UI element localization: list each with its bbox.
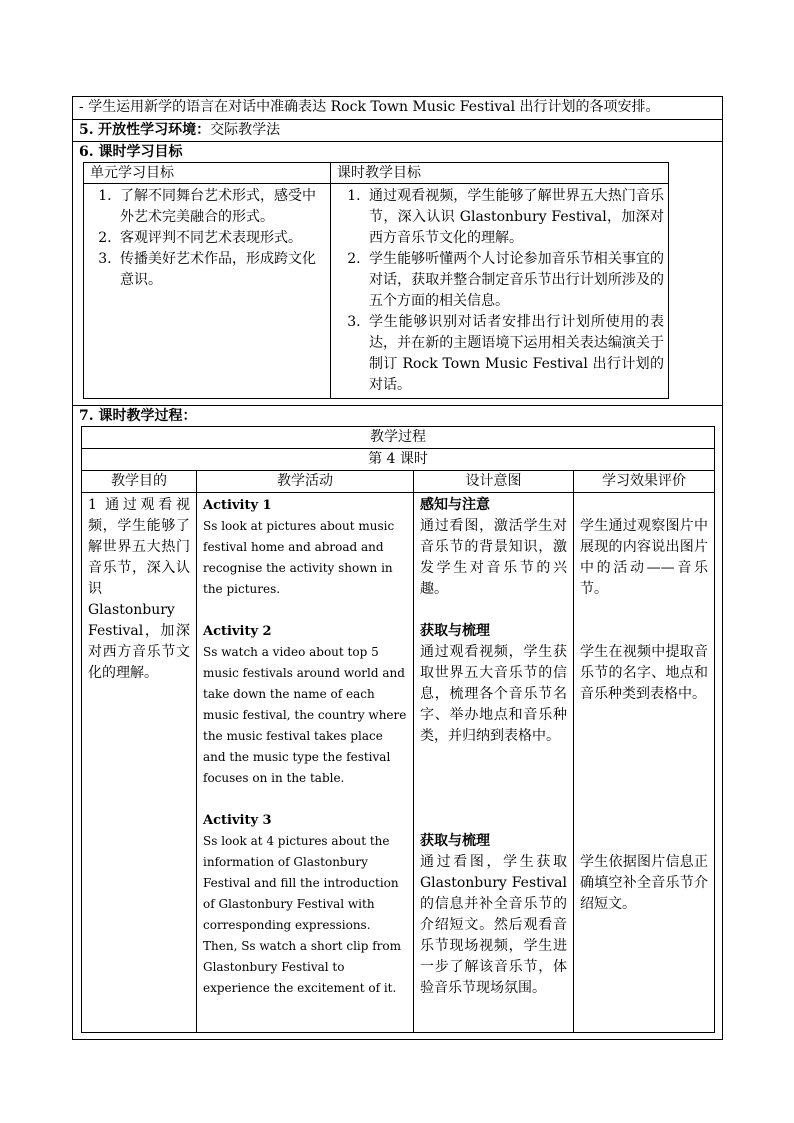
intent-1-title: 感知与注意 (420, 497, 490, 513)
evaluation-cell (574, 493, 715, 1033)
intent-3-text: 通过看图，学生获取 Glastonbury Festival 的信息并补全音乐节的介绍短文。然后观看音乐节现场视频，学生进一步了解该音乐节，体验音乐节现场氛围。 (420, 854, 567, 996)
evaluation-2-text: 学生在视频中提取音乐节的名字、地点和音乐种类到表格中。 (580, 644, 708, 702)
section-6-number: 6. (79, 144, 94, 160)
header-purpose: 教学目的 (82, 471, 197, 493)
lesson-goal-item: 1. 通过观看视频，学生能够了解世界五大热门音乐节，深入认识 Glastonbury Festival，加深对西方音乐节文化的理解。 (365, 186, 664, 249)
lesson-goal-item: 3. 学生能够识别对话者安排出行计划所使用的表达，并在新的主题语境下运用相关表达编演关于制订 Rock Town Music Festival 出行计划的对话。 (365, 312, 664, 396)
section-7-title: 课时教学过程： (98, 408, 197, 424)
activity-1-body: Ss look at pictures about music festival home and abroad and recognise the activity shown in the pictures. (203, 519, 395, 596)
section-7-heading (73, 406, 722, 426)
section-6-title: 课时学习目标 (98, 144, 183, 160)
process-table (81, 426, 715, 1033)
section-7-number: 7. (79, 408, 94, 424)
activity-2-title: Activity 2 (203, 624, 272, 639)
activities-cell (197, 493, 414, 1033)
objectives-table (83, 162, 669, 399)
section-7 (72, 405, 723, 1040)
lesson-goals-header: 课时教学目标 (331, 163, 669, 184)
intent-2-text: 通过观看视频，学生获取世界五大音乐节的信息，梳理各个音乐节名字、举办地点和音乐种类，并归纳到表格中。 (420, 644, 567, 744)
section-5-value: 交际教学法 (210, 122, 281, 138)
process-table-title: 教学过程 (82, 427, 715, 449)
unit-goal-item: 2. 客观评判不同艺术表现形式。 (116, 228, 326, 249)
intro-line (72, 96, 723, 119)
purpose-cell (82, 493, 197, 1033)
intent-2-title: 获取与梳理 (420, 623, 490, 639)
activity-3-title: Activity 3 (203, 813, 272, 828)
header-activity: 教学活动 (197, 471, 414, 493)
evaluation-3-text: 学生依据图片信息正确填空补全音乐节介绍短文。 (580, 854, 708, 912)
section-5-number: 5. (79, 122, 94, 138)
unit-goals-cell (84, 184, 331, 399)
unit-goal-item: 3. 传播美好艺术作品，形成跨文化意识。 (116, 249, 326, 291)
intro-text: - 学生运用新学的语言在对话中准确表达 Rock Town Music Festival 出行计划的各项安排。 (79, 99, 660, 115)
unit-goals-header: 单元学习目标 (84, 163, 331, 184)
activity-1-title: Activity 1 (203, 498, 272, 513)
header-evaluation: 学习效果评价 (574, 471, 715, 493)
purpose-text: 1 通过观看视频，学生能够了解世界五大热门音乐节，深入认识 Glastonbury Festival，加深对西方音乐节文化的理解。 (88, 497, 190, 681)
section-5 (72, 119, 723, 141)
section-6 (72, 141, 723, 405)
unit-goal-item: 1. 了解不同舞台艺术形式，感受中外艺术完美融合的形式。 (116, 186, 326, 228)
lesson-goals-cell (331, 184, 669, 399)
activity-3-body: Ss look at 4 pictures about the information of Glastonbury Festival and fill the introduction of Glastonbury Festival with corresponding expressions. Then, Ss watch a short clip from Glastonbury Festival to experience the excitement of it. (203, 834, 402, 995)
activity-2-body: Ss watch a video about top 5 music festivals around world and take down the name of each music festival, the country where the music festival takes place and the music type the festival focuses on in the table. (203, 645, 407, 785)
lesson-number: 第 4 课时 (82, 449, 715, 471)
intent-3-title: 获取与梳理 (420, 833, 490, 849)
evaluation-1-text: 学生通过观察图片中展现的内容说出图片中的活动——音乐节。 (580, 518, 708, 597)
section-5-title: 开放性学习环境： (98, 122, 211, 138)
intent-cell (414, 493, 574, 1033)
section-6-heading (73, 142, 722, 162)
lesson-goals-list (331, 184, 668, 398)
lesson-goal-item: 2. 学生能够听懂两个人讨论参加音乐节相关事宜的对话，获取并整合制定音乐节出行计划所涉及的五个方面的相关信息。 (365, 249, 664, 312)
header-intent: 设计意图 (414, 471, 574, 493)
document-page (72, 96, 723, 1040)
intent-1-text: 通过看图，激活学生对音乐节的背景知识，激发学生对音乐节的兴趣。 (420, 518, 567, 597)
unit-goals-list (84, 184, 330, 293)
